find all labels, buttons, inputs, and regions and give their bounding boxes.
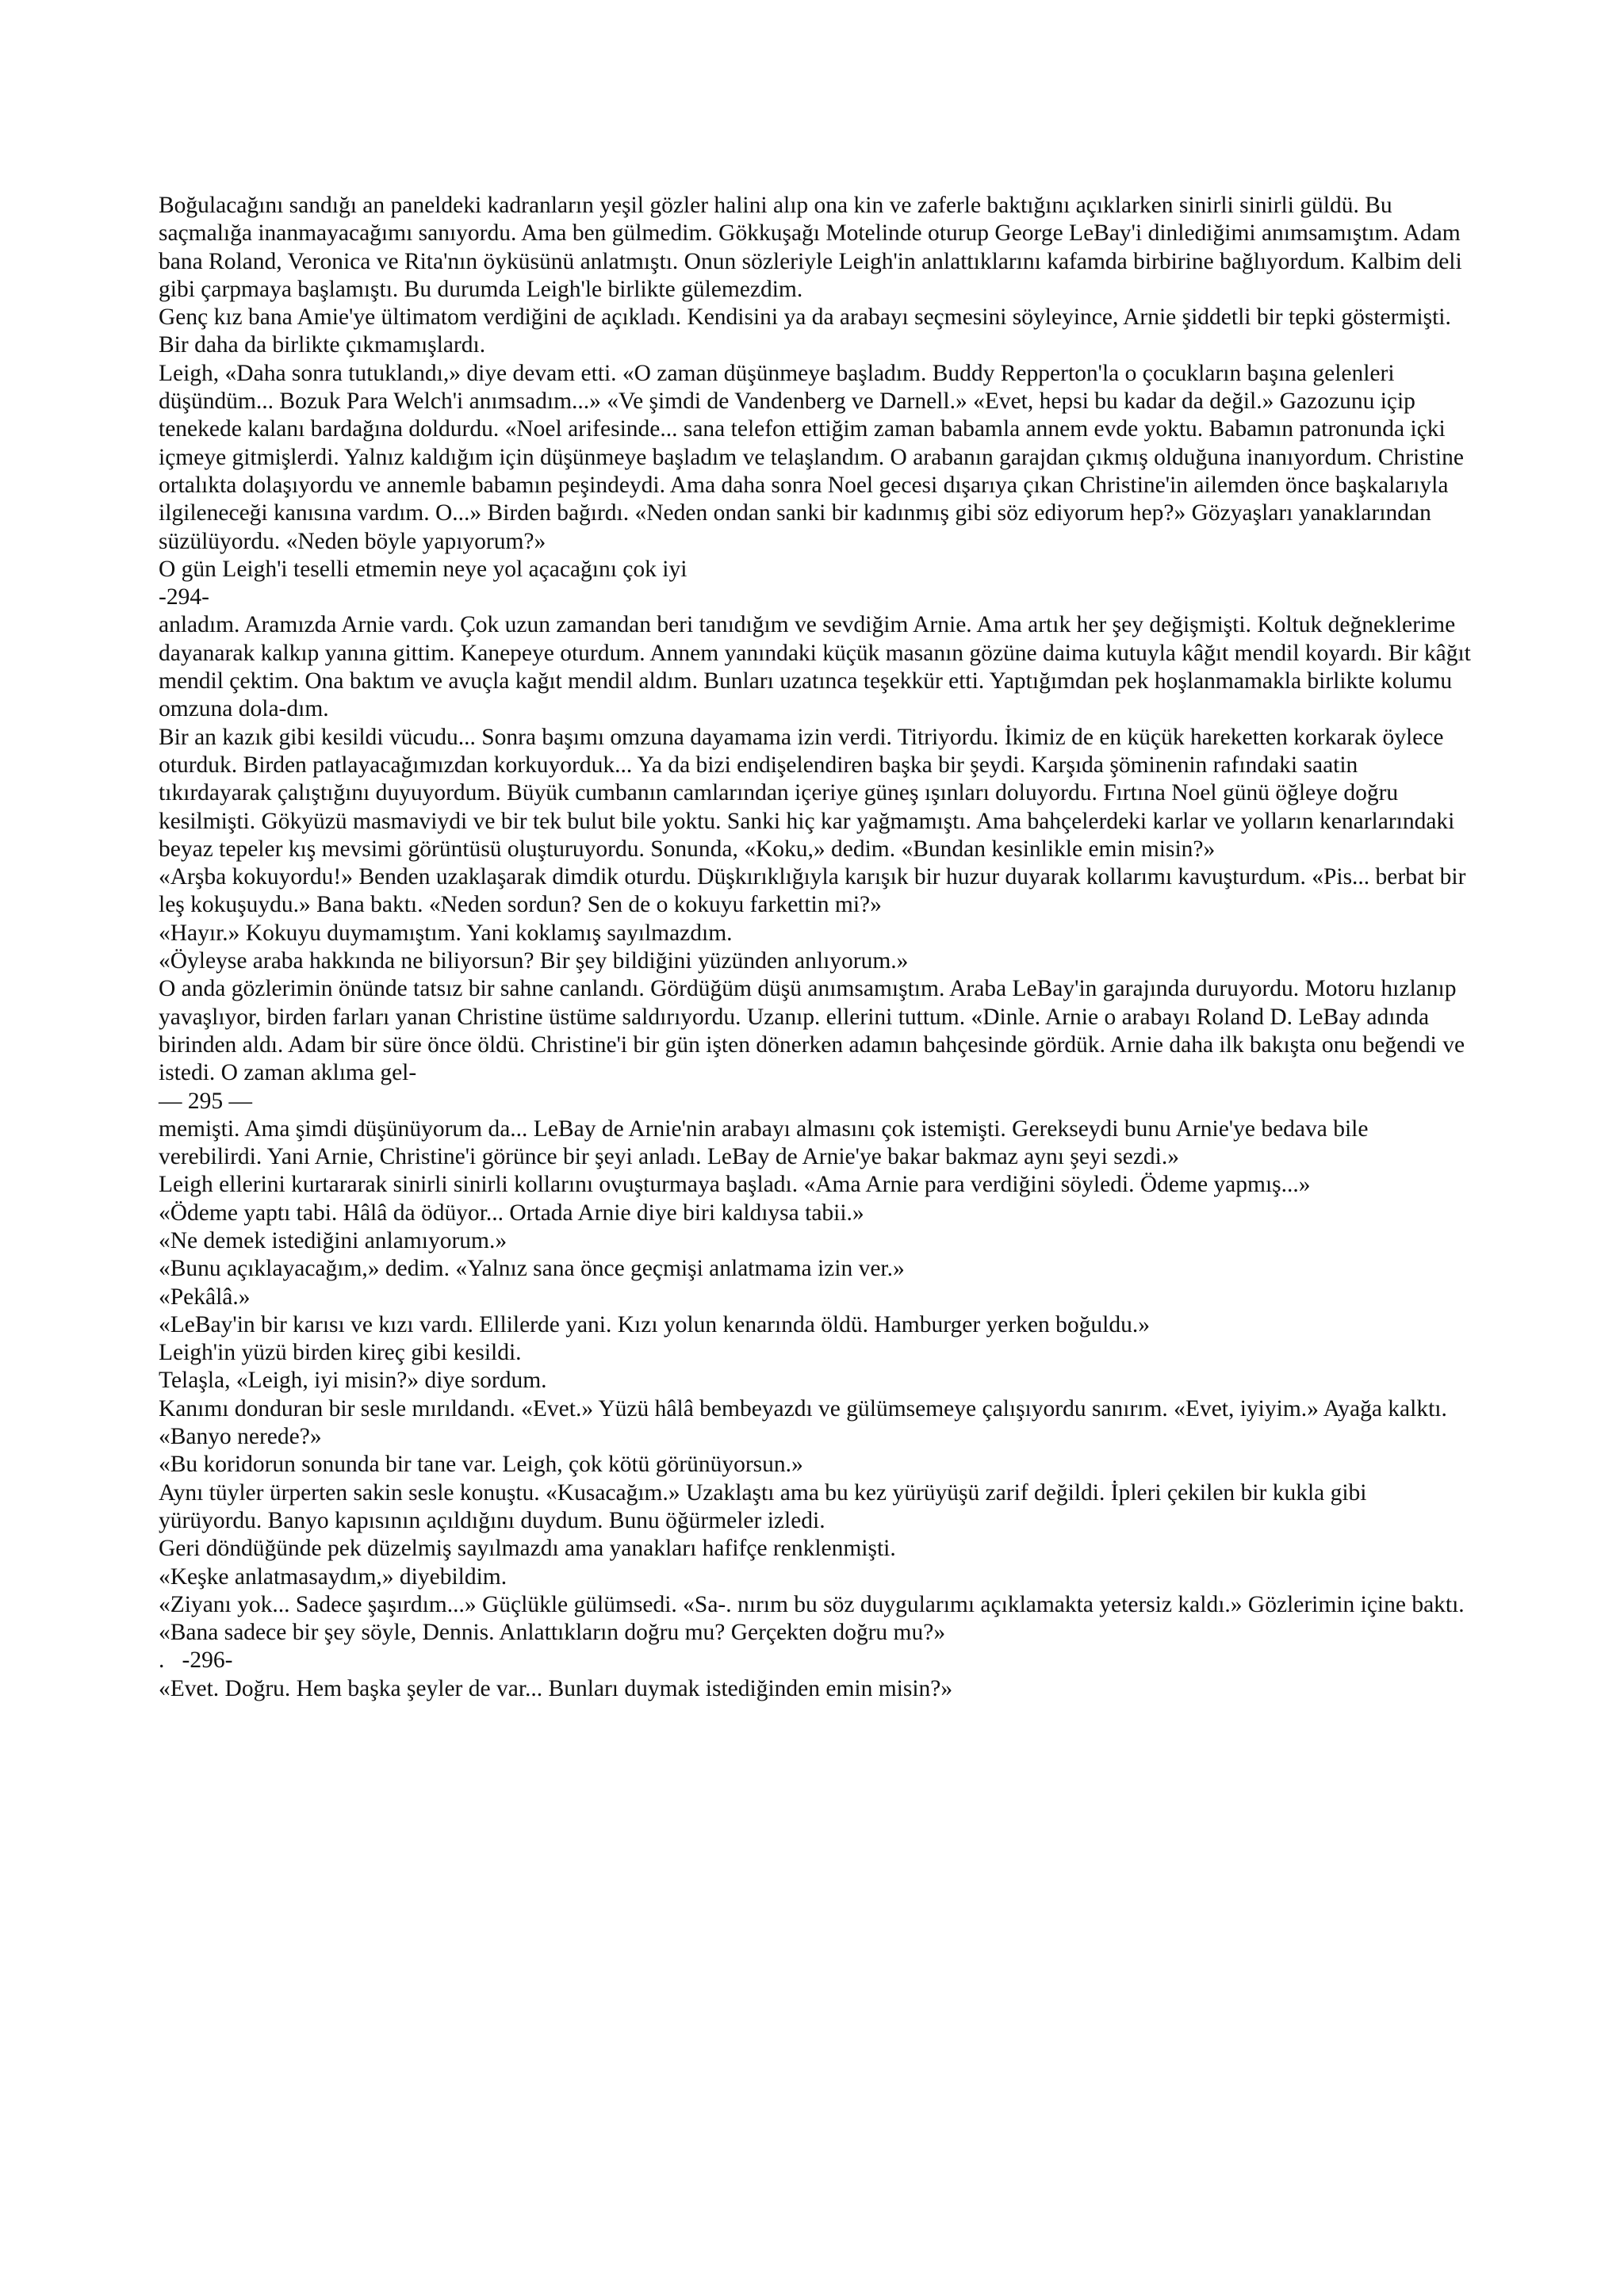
paragraph: memişti. Ama şimdi düşünüyorum da... LeBay de Arnie'nin arabayı almasını çok istemişti. Gerekseydi bunu Arnie'ye bedava bile verebilirdi. Yani Arnie, Christine'i görünce bir şeyi anladı. LeBay de Arnie'ye bakar bakmaz aynı şeyi sezdi.» <box>159 1115 1369 1170</box>
paragraph: «Bu koridorun sonunda bir tane var. Leigh, çok kötü görünüyorsun.» <box>159 1452 803 1478</box>
paragraph: Leigh'in yüzü birden kireç gibi kesildi. <box>159 1340 522 1366</box>
paragraph: Bir an kazık gibi kesildi vücudu... Sonra başımı omzuna dayamama izin verdi. Titriyordu. İkimiz de en küçük hareketten korkarak öylece oturduk. Birden patlayacağımızdan korkuyorduk... Ya da bizi endişelendiren başka bir şeydi. Karşıda şöminenin rafındaki saatin tıkırdayarak çalıştığını duyuyordum. Büyük cumbanın camlarından içeriye güneş ışınları doluyordu. Fırtına Noel günü öğleye doğru kesilmişti. Gökyüzü masmaviydi ve bir tek bulut bile yoktu. Sanki hiç kar yağmamıştı. Ama bahçelerdeki karlar ve yolların kenarlarındaki beyaz tepeler kış mevsimi görüntüsü oluşturuyordu. Sonunda, «Koku,» dedim. «Bundan kesinlikle emin misin?» <box>159 724 1455 862</box>
paragraph: Leigh ellerini kurtararak sinirli sinirli kollarını ovuşturmaya başladı. «Ama Arnie para verdiğini söyledi. Ödeme yapmış...» <box>159 1172 1311 1198</box>
paragraph: «Evet. Doğru. Hem başka şeyler de var... Bunları duymak istediğinden emin misin?» <box>159 1675 953 1701</box>
paragraph: anladım. Aramızda Arnie vardı. Çok uzun zamandan beri tanıdığım ve sevdiğim Arnie. Ama artık her şey değişmişti. Koltuk değneklerime dayanarak kalkıp yanına gittim. Kanepeye oturdum. Annem yanındaki küçük masanın gözüne daima kutuyla kâğıt mendil koyardı. Bir kâğıt mendil çektim. Ona baktım ve avuçla kağıt mendil aldım. Bunları uzatınca teşekkür etti. Yaptığımdan pek hoşlanmamakla birlikte kolumu omzuna dola-dım. <box>159 612 1471 722</box>
paragraph: «Ne demek istediğini anlamıyorum.» <box>159 1227 508 1253</box>
paragraph: «Pekâlâ.» <box>159 1284 251 1310</box>
paragraph: «Öyleyse araba hakkında ne biliyorsun? Bir şey bildiğini yüzünden anlıyorum.» <box>159 948 909 974</box>
paragraph: «Ödeme yaptı tabi. Hâlâ da ödüyor... Ortada Arnie diye biri kaldıysa tabii.» <box>159 1200 864 1226</box>
document-page <box>159 192 1475 1703</box>
paragraph: «Hayır.» Kokuyu duymamıştım. Yani koklamış sayılmazdım. <box>159 920 733 946</box>
paragraph: «Bana sadece bir şey söyle, Dennis. Anlattıkların doğru mu? Gerçekten doğru mu?» <box>159 1620 946 1646</box>
paragraph: «Keşke anlatmasaydım,» diyebildim. <box>159 1563 508 1590</box>
paragraph: «Bunu açıklayacağım,» dedim. «Yalnız sana önce geçmişi anlatmama izin ver.» <box>159 1256 905 1282</box>
paragraph: Geri döndüğünde pek düzelmiş sayılmazdı ama yanakları hafifçe renklenmişti. <box>159 1536 896 1562</box>
page-number-295: — 295 — <box>159 1088 252 1114</box>
paragraph: «Arşba kokuyordu!» Benden uzaklaşarak dimdik oturdu. Düşkırıklığıyla karışık bir huzur duyarak kollarımı kavuşturdum. «Pis... berbat bir leş kokuşuydu.» Bana baktı. «Neden sordun? Sen de o kokuyu farkettin mi?» <box>159 864 1466 918</box>
paragraph: Kanımı donduran bir sesle mırıldandı. «Evet.» Yüzü hâlâ bembeyazdı ve gülümsemeye çalışıyordu sanırım. «Evet, iyiyim.» Ayağa kalktı. «Banyo nerede?» <box>159 1395 1447 1450</box>
paragraph: «LeBay'in bir karısı ve kızı vardı. Ellilerde yani. Kızı yolun kenarında öldü. Hamburger yerken boğuldu.» <box>159 1311 1150 1337</box>
page-number-294: -294- <box>159 584 209 610</box>
paragraph: O anda gözlerimin önünde tatsız bir sahne canlandı. Gördüğüm düşü anımsamıştım. Araba LeBay'in garajında duruyordu. Motoru hızlanıp yavaşlıyor, birden farları yanan Christine üstüme saldırıyordu. Uzanıp. ellerini tuttum. «Dinle. Arnie o arabayı Roland D. LeBay adında birinden aldı. Adam bir süre önce öldü. Christine'i bir gün işten dönerken adamın bahçesinde gördük. Arnie daha ilk bakışta onu beğendi ve istedi. O zaman aklıma gel- <box>159 976 1465 1086</box>
paragraph: Boğulacağını sandığı an paneldeki kadranların yeşil gözler halini alıp ona kin ve zaferle baktığını açıklarken sinirli sinirli güldü. Bu saçmalığa inanmayacağımı sanıyordu. Ama ben gülmedim. Gökkuşağı Motelinde oturup George LeBay'i dinlediğimi anımsamıştım. Adam bana Roland, Veronica ve Rita'nın öyküsünü anlatmıştı. Onun sözleriyle Leigh'in anlattıklarını kafamda birbirine bağlıyordum. Kalbim deli gibi çarpmaya başlamıştı. Bu durumda Leigh'le birlikte gülemezdim. <box>159 193 1462 302</box>
paragraph: Genç kız bana Amie'ye ültimatom verdiğini de açıkladı. Kendisini ya da arabayı seçmesini söyleyince, Arnie şiddetli bir tepki göstermişti. Bir daha da birlikte çıkmamışlardı. <box>159 304 1451 358</box>
paragraph: «Ziyanı yok... Sadece şaşırdım...» Güçlükle gülümsedi. «Sa-. nırım bu söz duygularımı açıklamakta yetersiz kaldı.» Gözlerimin içine baktı. <box>159 1591 1465 1617</box>
paragraph: Aynı tüyler ürperten sakin sesle konuştu. «Kusacağım.» Uzaklaştı ama bu kez yürüyüşü zarif değildi. İpleri çekilen bir kukla gibi yürüyordu. Banyo kapısının açıldığını duydum. Bunu öğürmeler izledi. <box>159 1479 1367 1533</box>
paragraph: O gün Leigh'i teselli etmemin neye yol açacağını çok iyi <box>159 556 688 582</box>
page-number-296: . -296- <box>159 1647 233 1674</box>
paragraph: Telaşla, «Leigh, iyi misin?» diye sordum. <box>159 1368 547 1394</box>
paragraph: Leigh, «Daha sonra tutuklandı,» diye devam etti. «O zaman düşünmeye başladım. Buddy Repperton'la o çocukların başına gelenleri düşündüm... Bozuk Para Welch'i anımsadım...» «Ve şimdi de Vandenberg ve Darnell.» «Evet, hepsi bu kadar da değil.» Gazozunu içip tenekede kalanı bardağına doldurdu. «Noel arifesinde... sana telefon ettiğim zaman babamla annem evde yoktu. Babamın patronunda içki içmeye gitmişlerdi. Yalnız kaldığım için düşünmeye başladım ve telaşlandım. O arabanın garajdan çıkmış olduğuna inanıyordum. Christine ortalıkta dolaşıyordu ve annemle babamın peşindeydi. Ama daha sonra Noel gecesi dışarıya çıkan Christine'in ailemden önce başkalarıyla ilgileneceği kanısına vardım. O...» Birden bağırdı. «Neden ondan sanki bir kadınmış gibi söz ediyorum hep?» Gözyaşları yanaklarından süzülüyordu. «Neden böyle yapıyorum?» <box>159 360 1464 554</box>
